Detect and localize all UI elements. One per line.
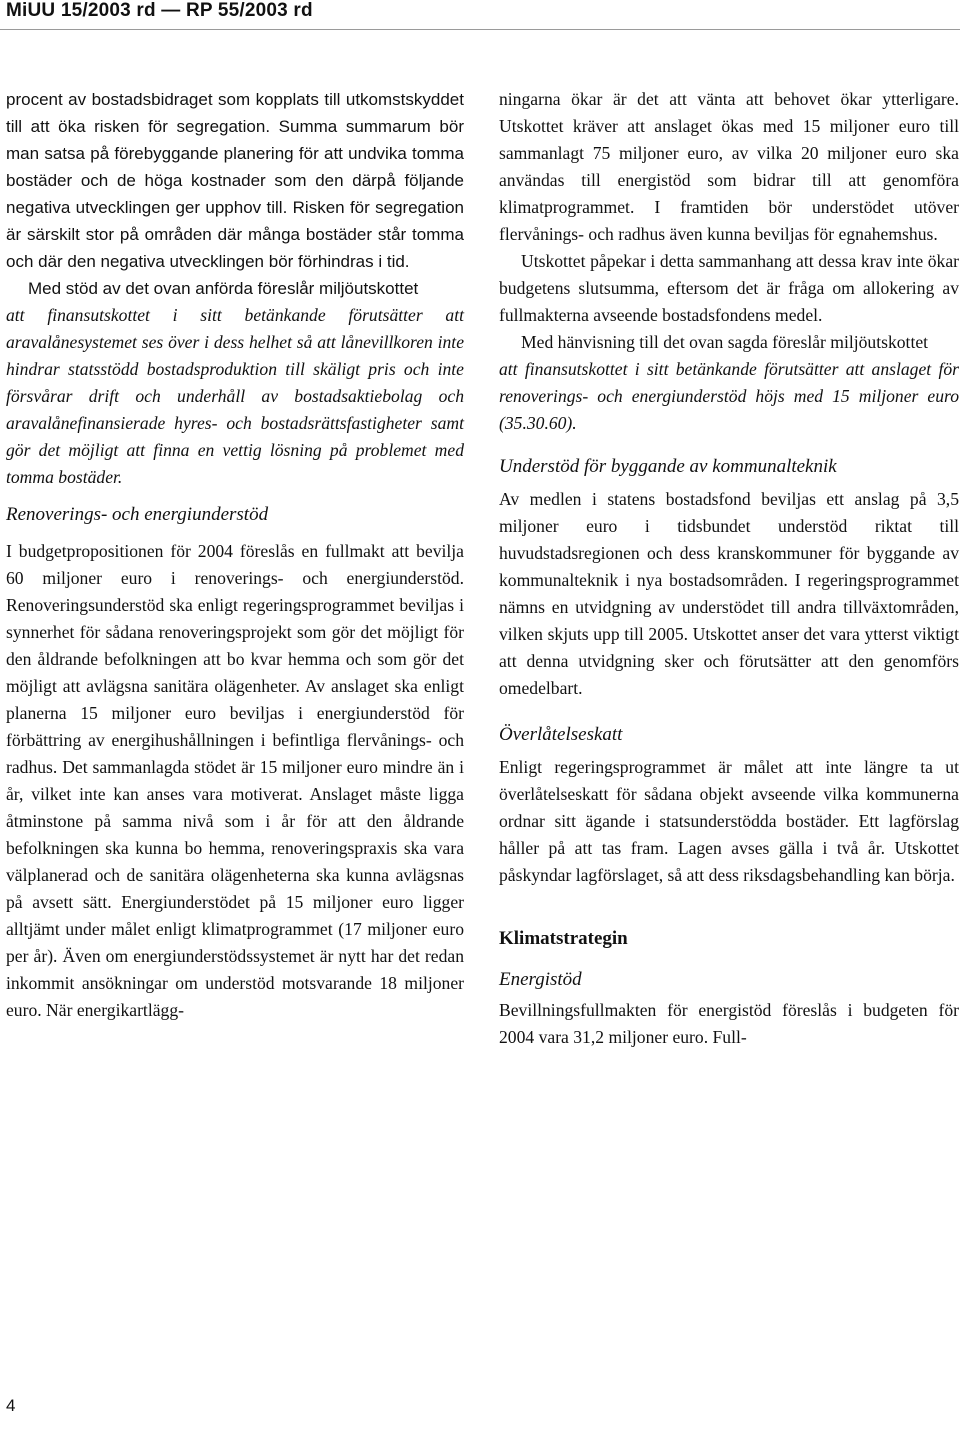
section-heading: Understöd för byggande av kommunalteknik bbox=[499, 456, 837, 477]
header-divider bbox=[0, 29, 960, 30]
paragraph: Enligt regeringsprogrammet är målet att inte längre ta ut överlåtelseskatt för sådana objekt avseende vilka kommunerna ordnar sitt ägande i statsunderstödda bostäder. Ett lagförslag håller på att tas fram. Lagen avses gälla i två år. Utskottet påskyndar lagförslaget, så att dess riksdagsbehandling kan börja. bbox=[499, 757, 959, 885]
subsection-heading: Energistöd bbox=[499, 969, 582, 990]
paragraph: Utskottet påpekar i detta sammanhang att dessa krav inte ökar budgetens slutsumma, eftersom det är fråga om allokering av fullmakterna avseende bostadsfondens medel. bbox=[499, 251, 959, 325]
page-number: 4 bbox=[6, 1396, 16, 1415]
paragraph: procent av bostadsbidraget som kopplats till utkomstskyddet till att öka risken för segregation. Summa summarum bör man satsa på förebyggande planering för att undvika tomma bostäder och de höga kostnader som den därpå följande negativa utvecklingen ger upphov till. Risken för segregation är särskilt stor på områden där många bostäder står tomma och där den negativa utvecklingen bör förhindras i tid. bbox=[6, 90, 464, 271]
proposal-quote: att finansutskottet i sitt betänkande förutsätter att aravalånesystemet ses över i dess helhet så att lånevillkoren inte hindrar statsstödd bostadsproduktion till skäligt pris och inte försvårar drift och underhåll av bostadsaktiebolag och aravalånefinansierade hyres- och bostadsrättsfastigheter samt gör det möjligt att finna en vettig lösning på problemet med tomma bostäder. bbox=[6, 305, 464, 487]
section-heading: Renoverings- och energiunderstöd bbox=[6, 504, 269, 525]
paragraph: Bevillningsfullmakten för energistöd föreslås i budgeten för 2004 vara 31,2 miljoner euro. Full- bbox=[499, 1000, 959, 1047]
running-header: MiUU 15/2003 rd — RP 55/2003 rd bbox=[6, 0, 313, 21]
paragraph: Med stöd av det ovan anförda föreslår miljöutskottet bbox=[28, 279, 419, 298]
proposal-quote: att finansutskottet i sitt betänkande förutsätter att anslaget för renoverings- och energiunderstöd höjs med 15 miljoner euro (35.30.60). bbox=[499, 359, 959, 433]
paragraph: I budgetpropositionen för 2004 föreslås en fullmakt att bevilja 60 miljoner euro i renoverings- och energiunderstöd. Renoveringsunderstöd ska enligt regeringsprogrammet beviljas i synnerhet för sådana renoveringsprojekt som gör det möjligt för den åldrande befolkningen att bo kvar hemma och som gör det möjligt att avlägsna sanitära olägenheter. Av anslaget ska enligt planerna 15 miljoner euro beviljas i energiunderstöd för förbättring av energihushållningen i befintliga flervånings- och radhus. Det sammanlagda stödet är 15 miljoner euro mindre än i år, vilket inte kan anses vara motiverat. Anslaget måste ligga åtminstone på samma nivå som i år för att den åldrande befolkningen ska kunna bo hemma, renoveringspraxis ska vara välplanerad och de sanitära olägenheterna ska kunna avlägsnas på avsett sätt. Energiunderstödet på 15 miljoner euro ligger alltjämt under målet enligt klimatprogrammet (17 miljoner euro per år). Även om energiunderstödssystemet är nytt har det redan inkommit ansökningar om understöd motsvarande 18 miljoner euro. När energikartlägg- bbox=[6, 541, 464, 1020]
paragraph: ningarna ökar är det att vänta att behovet ökar ytterligare. Utskottet kräver att anslaget ökas med 15 miljoner euro till sammanlagt 75 miljoner euro, av vilka 20 miljoner euro ska användas till energistöd som bidrar till att genomföra klimatprogrammet. I framtiden bör understödet utöver flervånings- och radhus även kunna beviljas för egnahemshus. bbox=[499, 89, 959, 244]
right-column bbox=[499, 86, 959, 1051]
paragraph: Med hänvisning till det ovan sagda föreslår miljöutskottet bbox=[521, 332, 929, 352]
section-heading: Överlåtelseskatt bbox=[499, 724, 623, 745]
section-heading: Klimatstrategin bbox=[499, 928, 628, 949]
left-column bbox=[6, 86, 464, 1024]
paragraph: Av medlen i statens bostadsfond beviljas ett anslag på 3,5 miljoner euro i tidsbundet understöd riktat till huvudstadsregionen och dess kranskommuner för byggande av kommunalteknik i nya bostadsområden. I regeringsprogrammet nämns en utvidgning av understödet till andra tillväxtområden, vilken skjuts upp till 2005. Utskottet anser det vara ytterst viktigt att denna utvidgning sker och förutsätter att den genomförs omedelbart. bbox=[499, 489, 959, 698]
